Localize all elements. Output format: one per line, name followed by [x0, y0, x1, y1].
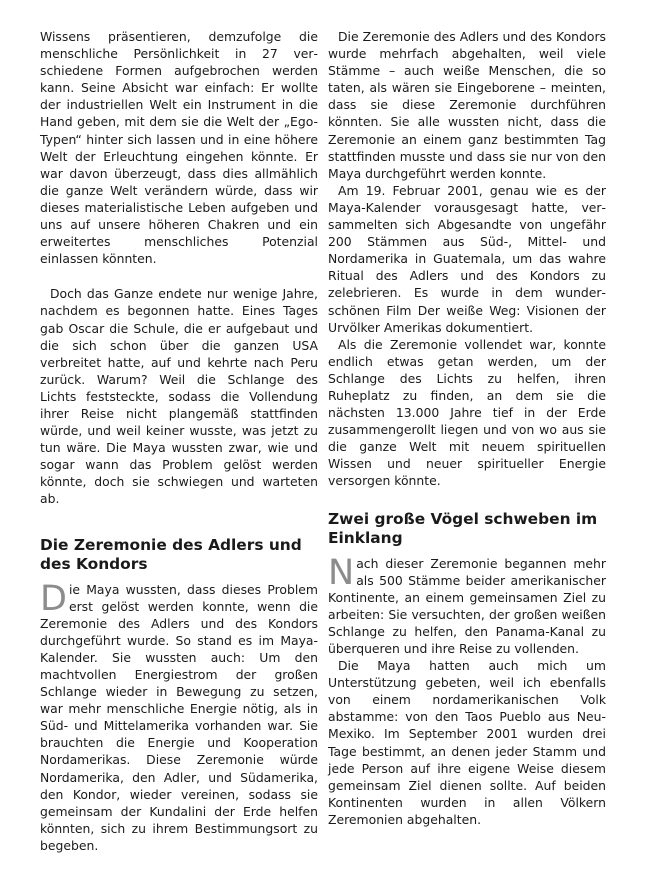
paragraph-text: ie Maya wussten, dass dieses Problem erst gelöst werden konnte, wenn die Zeremonie des Adlers und des Kondors durchgeführt wurde. So stand es im Maya-Kalender. Sie wussten auch: Um den machtvollen Energiestrom der großen Schlange wieder in Bewegung zu setzen, war mehr menschliche Energie nötig, als in Süd- und Mittelamerika vorhanden war. Sie brauchten die Energie und Kooperation Nordamerikas. Diese Zeremonie würde Nordamerika, den Adler, und Südamerika, den Kondor, wieder vereinen, sodass sie gemeinsam der Kundalini der Erde helfen könnten, sich zu ihrem Bestimmungsort zu begeben. — [40, 581, 318, 853]
paragraph — [328, 552, 606, 658]
paragraph: Wissens präsentieren, demzufolge die menschliche Persönlichkeit in 27 verschiedene Formen aufgebrochen werden kann. Seine Absicht war einfach: Er wollte der industriellen Welt ein Instrument in die Hand geben, mit dem sie die Welt der „Ego-Typen“ hinter sich lassen und in eine höhere Welt der Erleuchtung eingehen könnte. Er war davon überzeugt, dass dies allmählich die ganze Welt verändern würde, dass wir dieses materialistische Leben aufgeben und uns auf unsere höheren Chakren und ein erweitertes menschliches Potenzial einlassen könnten. — [40, 29, 318, 267]
paragraph: Die Zeremonie des Adlers und des Kondors wurde mehrfach abgehalten, weil viele Stämme – auch weiße Menschen, die so taten, als wären sie Eingeborene – meinten, dass sie diese Zeremonie durchführen könnten. Sie alle wussten nicht, dass die Zeremonie an einem ganz bestimmten Tag stattfinden musste und dass sie nur von den Maya durchgeführt werden konnte. — [328, 29, 606, 181]
paragraph-text: ach dieser Zeremonie begannen mehr als 500 Stämme beider amerikanischer Kontinente, an einem gemeinsamen Ziel zu arbeiten: Sie versuchten, der großen weißen Schlange zu helfen, den Panama-Kanal zu überqueren und ihre Reise zu vollenden. — [328, 555, 606, 656]
paragraph: Die Maya hatten auch mich um Unterstützung gebeten, weil ich ebenfalls von einem nordamerikanischen Volk abstamme: von den Taos Pueblo aus Neu-Mexiko. Im September 2001 wurden drei Tage bestimmt, an denen jeder Stamm und jede Person auf ihre eigene Weise diesem gemeinsam Ziel dienen sollte. Auf beiden Kontinenten wurden in allen Völkern Zeremonien abgehalten. — [328, 658, 606, 827]
paragraph: Als die Zeremonie vollendet war, konnte endlich etwas getan werden, um der Schlange des Lichts zu helfen, ihren Ruheplatz zu finden, an dem sie die nächsten 13.000 Jahre tief in der Erde zusammengerollt liegen und von wo aus sie die ganze Welt mit neuem spirituellen Wissen und neuer spiritueller Energie versorgen könnte. — [328, 336, 606, 489]
drop-cap: D — [40, 578, 67, 619]
paragraph-gap — [40, 267, 318, 285]
paragraph: Doch das Ganze endete nur wenige Jahre, nachdem es begonnen hatte. Eines Tages gab Oscar die Schule, die er aufgebaut und die sich schon über die ganzen USA verbreitet hatte, auf und kehrte nach Peru zurück. Warum? Weil die Schlange des Lichts feststeckte, sodass die Vollendung ihrer Reise nicht plangemäß stattfinden würde, und weil keiner wusste, was jetzt zu tun wäre. Die Maya wussten zwar, wie und sogar wann das Problem gelöst werden könnte, doch sie schwiegen und warteten ab. — [40, 286, 318, 507]
heading-gap — [40, 574, 318, 581]
right-column — [328, 28, 606, 828]
paragraph — [40, 578, 318, 855]
left-column — [40, 28, 318, 854]
section-heading: Die Zeremonie des Adlers und des Kondors — [40, 535, 302, 573]
section-gap — [40, 508, 318, 536]
paragraph: Am 19. Februar 2001, genau wie es der Maya-Kalender vorausgesagt hatte, versammelten sich Abgesandte von ungefähr 200 Stämmen aus Süd-, Mittel- und Nordamerika in Guatemala, um das wahre Ritual des Adlers und des Kondors zu zelebrieren. Es wurde in dem wunderschönen Film Der weiße Weg: Visionen der Urvölker Amerikas dokumentiert. — [328, 182, 606, 335]
heading-gap — [328, 548, 606, 555]
drop-cap: N — [328, 552, 355, 593]
section-gap — [328, 490, 606, 510]
section-heading: Zwei große Vögel schweben im Einklang — [328, 509, 598, 547]
